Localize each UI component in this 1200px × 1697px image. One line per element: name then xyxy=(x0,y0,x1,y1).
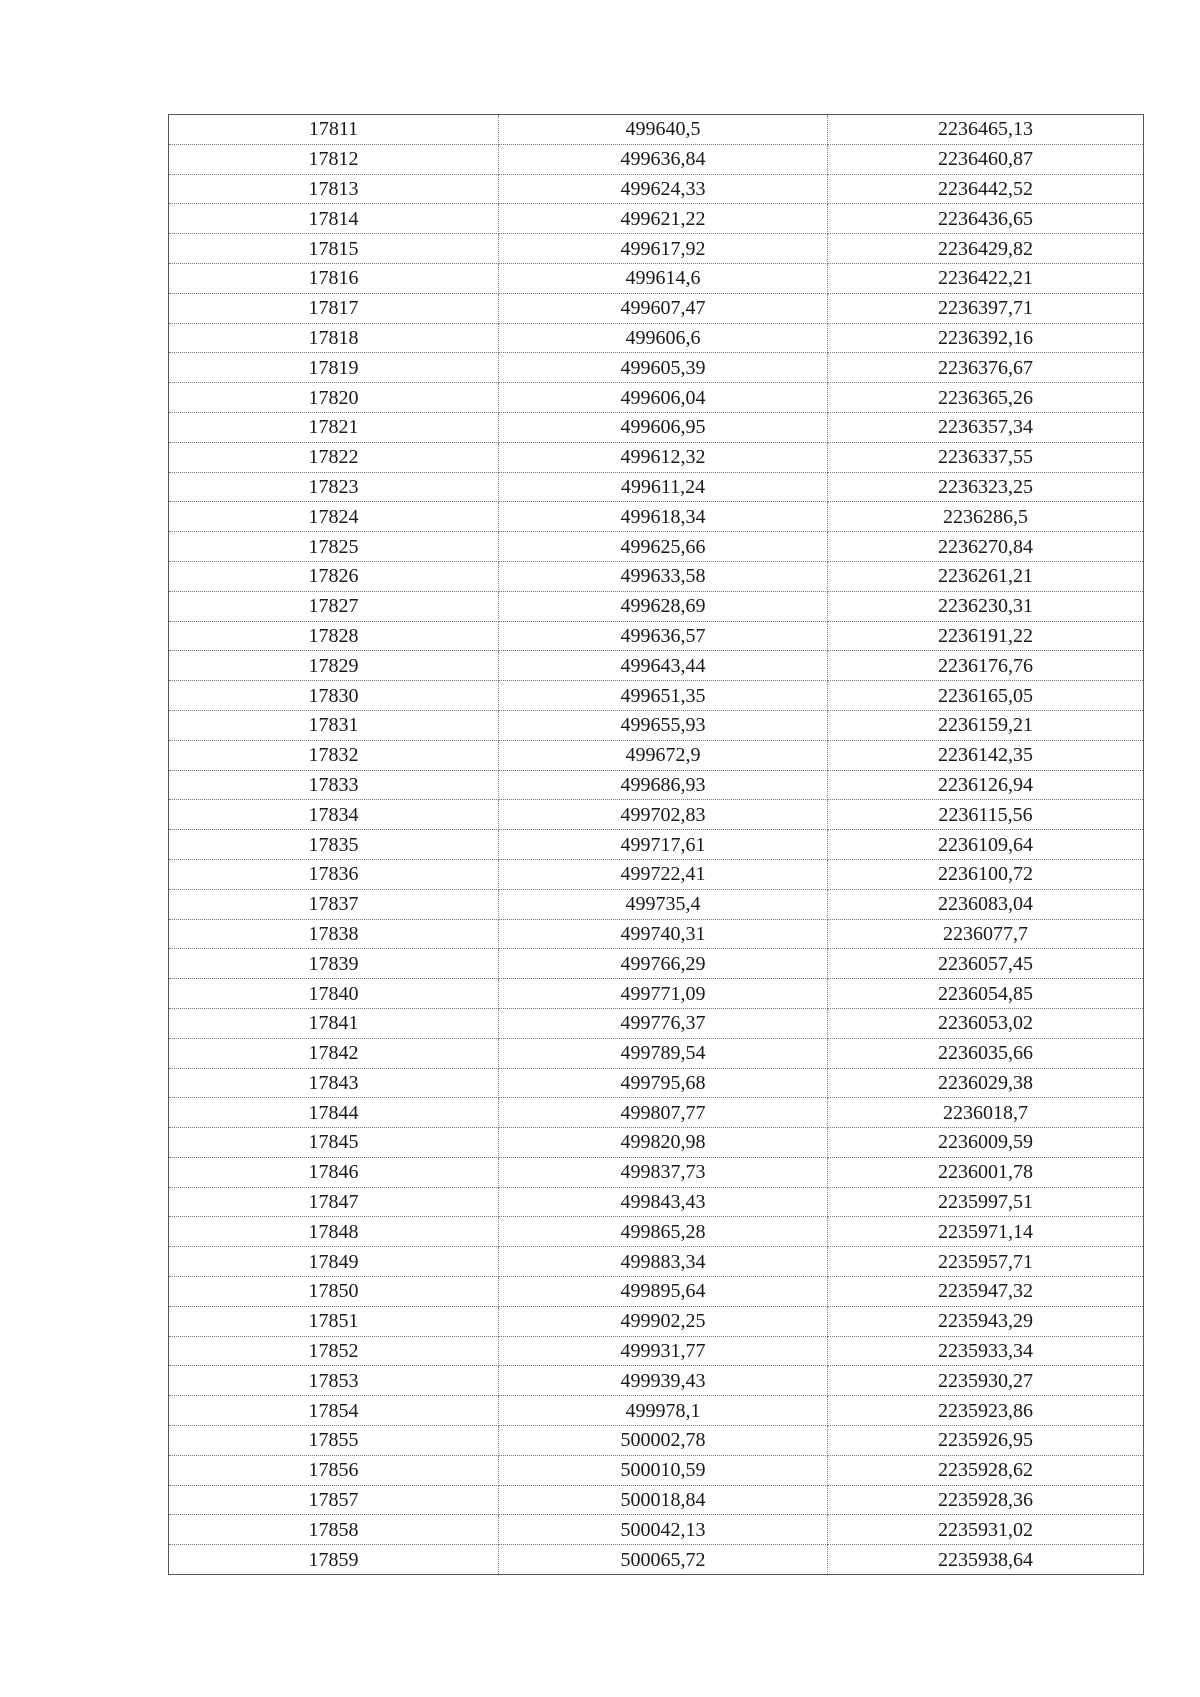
x-coordinate-cell: 499651,35 xyxy=(499,681,828,711)
table-row xyxy=(169,1396,1144,1426)
point-number-cell: 17838 xyxy=(169,919,499,949)
x-coordinate-cell: 499895,64 xyxy=(499,1277,828,1307)
point-number-cell: 17833 xyxy=(169,770,499,800)
y-coordinate-cell: 2236001,78 xyxy=(828,1157,1144,1187)
x-coordinate-cell: 500042,13 xyxy=(499,1515,828,1545)
x-coordinate-cell: 499617,92 xyxy=(499,234,828,264)
y-coordinate-cell: 2235931,02 xyxy=(828,1515,1144,1545)
table-row xyxy=(169,1068,1144,1098)
point-number-cell: 17849 xyxy=(169,1247,499,1277)
x-coordinate-cell: 499789,54 xyxy=(499,1038,828,1068)
y-coordinate-cell: 2236035,66 xyxy=(828,1038,1144,1068)
y-coordinate-cell: 2236054,85 xyxy=(828,979,1144,1009)
x-coordinate-cell: 500010,59 xyxy=(499,1455,828,1485)
table-row xyxy=(169,1455,1144,1485)
table-row xyxy=(169,949,1144,979)
table-row xyxy=(169,412,1144,442)
x-coordinate-cell: 499771,09 xyxy=(499,979,828,1009)
point-number-cell: 17835 xyxy=(169,830,499,860)
x-coordinate-cell: 499735,4 xyxy=(499,889,828,919)
y-coordinate-cell: 2235928,36 xyxy=(828,1485,1144,1515)
y-coordinate-cell: 2236397,71 xyxy=(828,293,1144,323)
x-coordinate-cell: 499640,5 xyxy=(499,115,828,145)
point-number-cell: 17841 xyxy=(169,1008,499,1038)
y-coordinate-cell: 2235930,27 xyxy=(828,1366,1144,1396)
point-number-cell: 17821 xyxy=(169,412,499,442)
y-coordinate-cell: 2236261,21 xyxy=(828,561,1144,591)
y-coordinate-cell: 2236429,82 xyxy=(828,234,1144,264)
table-row xyxy=(169,1515,1144,1545)
table-row xyxy=(169,561,1144,591)
x-coordinate-cell: 499618,34 xyxy=(499,502,828,532)
point-number-cell: 17856 xyxy=(169,1455,499,1485)
x-coordinate-cell: 499636,57 xyxy=(499,621,828,651)
x-coordinate-cell: 499636,84 xyxy=(499,144,828,174)
x-coordinate-cell: 499606,6 xyxy=(499,323,828,353)
point-number-cell: 17859 xyxy=(169,1545,499,1575)
point-number-cell: 17813 xyxy=(169,174,499,204)
point-number-cell: 17822 xyxy=(169,442,499,472)
point-number-cell: 17854 xyxy=(169,1396,499,1426)
table-row xyxy=(169,204,1144,234)
point-number-cell: 17818 xyxy=(169,323,499,353)
x-coordinate-cell: 499776,37 xyxy=(499,1008,828,1038)
y-coordinate-cell: 2236077,7 xyxy=(828,919,1144,949)
point-number-cell: 17855 xyxy=(169,1426,499,1456)
table-row xyxy=(169,740,1144,770)
table-row xyxy=(169,293,1144,323)
y-coordinate-cell: 2235926,95 xyxy=(828,1426,1144,1456)
table-row xyxy=(169,621,1144,651)
x-coordinate-cell: 499611,24 xyxy=(499,472,828,502)
point-number-cell: 17815 xyxy=(169,234,499,264)
y-coordinate-cell: 2236392,16 xyxy=(828,323,1144,353)
table-row xyxy=(169,383,1144,413)
y-coordinate-cell: 2236323,25 xyxy=(828,472,1144,502)
point-number-cell: 17858 xyxy=(169,1515,499,1545)
table-row xyxy=(169,800,1144,830)
point-number-cell: 17836 xyxy=(169,859,499,889)
x-coordinate-cell: 499621,22 xyxy=(499,204,828,234)
table-row xyxy=(169,1277,1144,1307)
table-row xyxy=(169,1187,1144,1217)
table-row xyxy=(169,323,1144,353)
table-row xyxy=(169,1217,1144,1247)
y-coordinate-cell: 2235933,34 xyxy=(828,1336,1144,1366)
table-row xyxy=(169,174,1144,204)
table-row xyxy=(169,1306,1144,1336)
table-row xyxy=(169,889,1144,919)
point-number-cell: 17850 xyxy=(169,1277,499,1307)
coordinates-table xyxy=(168,114,1144,1575)
point-number-cell: 17851 xyxy=(169,1306,499,1336)
point-number-cell: 17847 xyxy=(169,1187,499,1217)
x-coordinate-cell: 499902,25 xyxy=(499,1306,828,1336)
point-number-cell: 17853 xyxy=(169,1366,499,1396)
point-number-cell: 17816 xyxy=(169,263,499,293)
point-number-cell: 17857 xyxy=(169,1485,499,1515)
table-row xyxy=(169,263,1144,293)
x-coordinate-cell: 500002,78 xyxy=(499,1426,828,1456)
point-number-cell: 17848 xyxy=(169,1217,499,1247)
point-number-cell: 17811 xyxy=(169,115,499,145)
x-coordinate-cell: 499717,61 xyxy=(499,830,828,860)
table-row xyxy=(169,770,1144,800)
table-row xyxy=(169,1485,1144,1515)
x-coordinate-cell: 499795,68 xyxy=(499,1068,828,1098)
y-coordinate-cell: 2236436,65 xyxy=(828,204,1144,234)
x-coordinate-cell: 499643,44 xyxy=(499,651,828,681)
y-coordinate-cell: 2236460,87 xyxy=(828,144,1144,174)
table-row xyxy=(169,144,1144,174)
table-row xyxy=(169,1098,1144,1128)
table-row xyxy=(169,1545,1144,1575)
y-coordinate-cell: 2235947,32 xyxy=(828,1277,1144,1307)
table-row xyxy=(169,502,1144,532)
y-coordinate-cell: 2236337,55 xyxy=(828,442,1144,472)
y-coordinate-cell: 2236442,52 xyxy=(828,174,1144,204)
point-number-cell: 17831 xyxy=(169,710,499,740)
coordinates-table-body xyxy=(169,115,1144,1575)
point-number-cell: 17846 xyxy=(169,1157,499,1187)
x-coordinate-cell: 499883,34 xyxy=(499,1247,828,1277)
table-row xyxy=(169,1008,1144,1038)
x-coordinate-cell: 499837,73 xyxy=(499,1157,828,1187)
y-coordinate-cell: 2236176,76 xyxy=(828,651,1144,681)
point-number-cell: 17830 xyxy=(169,681,499,711)
x-coordinate-cell: 499843,43 xyxy=(499,1187,828,1217)
x-coordinate-cell: 499807,77 xyxy=(499,1098,828,1128)
y-coordinate-cell: 2235943,29 xyxy=(828,1306,1144,1336)
point-number-cell: 17829 xyxy=(169,651,499,681)
table-row xyxy=(169,591,1144,621)
x-coordinate-cell: 499931,77 xyxy=(499,1336,828,1366)
x-coordinate-cell: 499722,41 xyxy=(499,859,828,889)
y-coordinate-cell: 2236286,5 xyxy=(828,502,1144,532)
table-row xyxy=(169,979,1144,1009)
table-row xyxy=(169,1157,1144,1187)
point-number-cell: 17823 xyxy=(169,472,499,502)
y-coordinate-cell: 2236270,84 xyxy=(828,532,1144,562)
table-row xyxy=(169,919,1144,949)
y-coordinate-cell: 2236159,21 xyxy=(828,710,1144,740)
point-number-cell: 17842 xyxy=(169,1038,499,1068)
point-number-cell: 17824 xyxy=(169,502,499,532)
point-number-cell: 17825 xyxy=(169,532,499,562)
x-coordinate-cell: 499628,69 xyxy=(499,591,828,621)
y-coordinate-cell: 2236365,26 xyxy=(828,383,1144,413)
table-row xyxy=(169,1038,1144,1068)
table-row xyxy=(169,710,1144,740)
x-coordinate-cell: 499766,29 xyxy=(499,949,828,979)
x-coordinate-cell: 499672,9 xyxy=(499,740,828,770)
y-coordinate-cell: 2236115,56 xyxy=(828,800,1144,830)
x-coordinate-cell: 499606,04 xyxy=(499,383,828,413)
point-number-cell: 17843 xyxy=(169,1068,499,1098)
point-number-cell: 17827 xyxy=(169,591,499,621)
table-row xyxy=(169,115,1144,145)
y-coordinate-cell: 2236029,38 xyxy=(828,1068,1144,1098)
x-coordinate-cell: 499702,83 xyxy=(499,800,828,830)
table-row xyxy=(169,472,1144,502)
x-coordinate-cell: 499606,95 xyxy=(499,412,828,442)
table-row xyxy=(169,830,1144,860)
table-row xyxy=(169,1366,1144,1396)
x-coordinate-cell: 499655,93 xyxy=(499,710,828,740)
y-coordinate-cell: 2235957,71 xyxy=(828,1247,1144,1277)
y-coordinate-cell: 2236109,64 xyxy=(828,830,1144,860)
y-coordinate-cell: 2236009,59 xyxy=(828,1128,1144,1158)
point-number-cell: 17845 xyxy=(169,1128,499,1158)
x-coordinate-cell: 499624,33 xyxy=(499,174,828,204)
table-row xyxy=(169,651,1144,681)
y-coordinate-cell: 2236126,94 xyxy=(828,770,1144,800)
point-number-cell: 17844 xyxy=(169,1098,499,1128)
table-row xyxy=(169,353,1144,383)
y-coordinate-cell: 2236057,45 xyxy=(828,949,1144,979)
y-coordinate-cell: 2236053,02 xyxy=(828,1008,1144,1038)
point-number-cell: 17852 xyxy=(169,1336,499,1366)
y-coordinate-cell: 2236230,31 xyxy=(828,591,1144,621)
y-coordinate-cell: 2236422,21 xyxy=(828,263,1144,293)
y-coordinate-cell: 2236100,72 xyxy=(828,859,1144,889)
x-coordinate-cell: 499612,32 xyxy=(499,442,828,472)
table-row xyxy=(169,442,1144,472)
y-coordinate-cell: 2236191,22 xyxy=(828,621,1144,651)
x-coordinate-cell: 499614,6 xyxy=(499,263,828,293)
point-number-cell: 17812 xyxy=(169,144,499,174)
point-number-cell: 17826 xyxy=(169,561,499,591)
x-coordinate-cell: 499605,39 xyxy=(499,353,828,383)
y-coordinate-cell: 2235971,14 xyxy=(828,1217,1144,1247)
x-coordinate-cell: 499686,93 xyxy=(499,770,828,800)
y-coordinate-cell: 2235997,51 xyxy=(828,1187,1144,1217)
y-coordinate-cell: 2236465,13 xyxy=(828,115,1144,145)
point-number-cell: 17834 xyxy=(169,800,499,830)
table-row xyxy=(169,1247,1144,1277)
x-coordinate-cell: 499607,47 xyxy=(499,293,828,323)
table-row xyxy=(169,1128,1144,1158)
y-coordinate-cell: 2236376,67 xyxy=(828,353,1144,383)
point-number-cell: 17828 xyxy=(169,621,499,651)
y-coordinate-cell: 2236142,35 xyxy=(828,740,1144,770)
table-row xyxy=(169,681,1144,711)
point-number-cell: 17839 xyxy=(169,949,499,979)
point-number-cell: 17819 xyxy=(169,353,499,383)
table-row xyxy=(169,1426,1144,1456)
x-coordinate-cell: 499978,1 xyxy=(499,1396,828,1426)
y-coordinate-cell: 2236165,05 xyxy=(828,681,1144,711)
x-coordinate-cell: 499740,31 xyxy=(499,919,828,949)
x-coordinate-cell: 500018,84 xyxy=(499,1485,828,1515)
x-coordinate-cell: 499865,28 xyxy=(499,1217,828,1247)
point-number-cell: 17840 xyxy=(169,979,499,1009)
point-number-cell: 17832 xyxy=(169,740,499,770)
x-coordinate-cell: 499633,58 xyxy=(499,561,828,591)
point-number-cell: 17814 xyxy=(169,204,499,234)
y-coordinate-cell: 2236018,7 xyxy=(828,1098,1144,1128)
table-row xyxy=(169,1336,1144,1366)
y-coordinate-cell: 2235923,86 xyxy=(828,1396,1144,1426)
x-coordinate-cell: 499939,43 xyxy=(499,1366,828,1396)
y-coordinate-cell: 2235938,64 xyxy=(938,1548,1033,1571)
table-row xyxy=(169,532,1144,562)
point-number-cell: 17820 xyxy=(169,383,499,413)
point-number-cell: 17817 xyxy=(169,293,499,323)
point-number-cell: 17837 xyxy=(169,889,499,919)
x-coordinate-cell: 499820,98 xyxy=(499,1128,828,1158)
y-coordinate-cell: 2236083,04 xyxy=(828,889,1144,919)
y-coordinate-cell: 2236357,34 xyxy=(828,412,1144,442)
x-coordinate-cell: 500065,72 xyxy=(499,1545,828,1575)
table-row xyxy=(169,234,1144,264)
y-coordinate-cell: 2235928,62 xyxy=(828,1455,1144,1485)
table-row xyxy=(169,859,1144,889)
x-coordinate-cell: 499625,66 xyxy=(499,532,828,562)
